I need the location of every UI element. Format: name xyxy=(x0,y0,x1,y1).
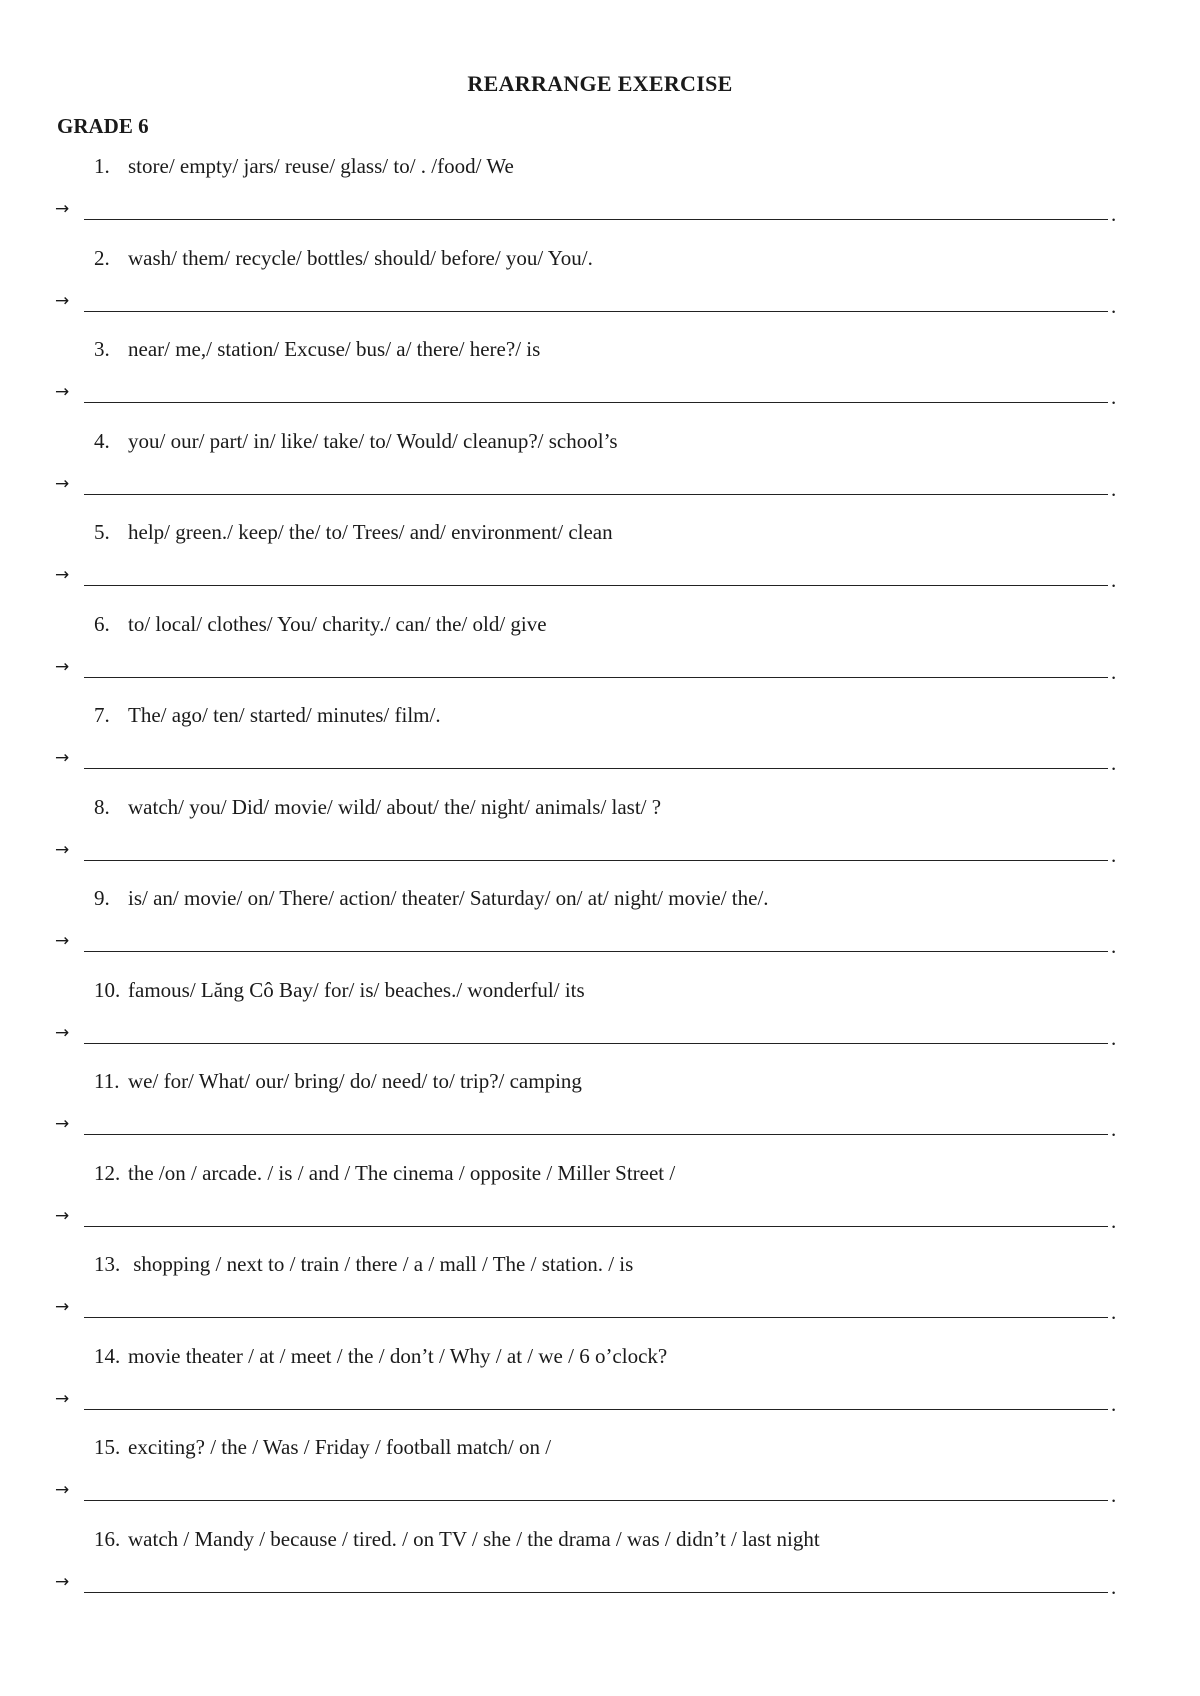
exercise-number: 15. xyxy=(94,1435,121,1459)
exercise-words: to/ local/ clothes/ You/ charity./ can/ the/ old/ give xyxy=(128,611,547,636)
exercise-item xyxy=(0,1344,1200,1436)
arrow-icon: → xyxy=(55,1022,70,1043)
exercise-list xyxy=(0,154,1200,1618)
arrow-icon: → xyxy=(55,473,70,494)
answer-period: . xyxy=(1111,842,1117,867)
answer-period: . xyxy=(1111,293,1117,318)
answer-line[interactable] xyxy=(84,311,1108,312)
answer-row xyxy=(55,656,1117,684)
exercise-words: you/ our/ part/ in/ like/ take/ to/ Would/ cleanup?/ school’s xyxy=(128,428,618,453)
answer-period: . xyxy=(1111,1483,1117,1507)
exercise-item xyxy=(0,337,1200,429)
exercise-prompt xyxy=(94,795,661,820)
exercise-item xyxy=(0,612,1200,704)
answer-row xyxy=(55,748,1117,775)
answer-line[interactable] xyxy=(84,677,1108,678)
exercise-number: 10. xyxy=(94,977,121,1002)
answer-period: . xyxy=(1111,1574,1117,1599)
answer-row xyxy=(55,473,1117,501)
arrow-icon: → xyxy=(55,1114,70,1134)
exercise-number: 3. xyxy=(94,337,110,361)
answer-row xyxy=(55,1388,1117,1416)
exercise-prompt xyxy=(94,1435,551,1460)
exercise-prompt xyxy=(94,886,769,911)
answer-period: . xyxy=(1111,1208,1117,1233)
arrow-icon: → xyxy=(55,290,70,311)
answer-line[interactable] xyxy=(84,1409,1108,1410)
exercise-item xyxy=(0,1161,1200,1253)
answer-row xyxy=(55,1114,1117,1141)
exercise-item xyxy=(0,978,1200,1070)
answer-period: . xyxy=(1111,476,1117,501)
exercise-words: movie theater / at / meet / the / don’t / Why / at / we / 6 o’clock? xyxy=(128,1343,668,1368)
exercise-prompt xyxy=(94,154,514,179)
exercise-words: help/ green./ keep/ the/ to/ Trees/ and/ environment/ clean xyxy=(128,520,613,544)
exercise-number: 16. xyxy=(94,1526,121,1551)
exercise-number: 8. xyxy=(94,794,110,819)
exercise-item xyxy=(0,1527,1200,1619)
exercise-prompt xyxy=(94,429,618,454)
arrow-icon: → xyxy=(55,1297,70,1317)
exercise-words: wash/ them/ recycle/ bottles/ should/ before/ you/ You/. xyxy=(128,245,593,270)
arrow-icon: → xyxy=(55,839,70,860)
answer-line[interactable] xyxy=(84,1592,1108,1593)
exercise-prompt xyxy=(94,1161,675,1186)
arrow-icon: → xyxy=(55,565,70,585)
exercise-number: 2. xyxy=(94,245,110,270)
exercise-words: watch/ you/ Did/ movie/ wild/ about/ the/ night/ animals/ last/ ? xyxy=(128,794,662,819)
exercise-prompt xyxy=(94,1344,667,1369)
exercise-words: is/ an/ movie/ on/ There/ action/ theater/ Saturday/ on/ at/ night/ movie/ the/. xyxy=(128,886,769,910)
answer-row xyxy=(55,1297,1117,1324)
answer-period: . xyxy=(1111,1391,1117,1416)
answer-line[interactable] xyxy=(84,951,1108,952)
answer-row xyxy=(55,1022,1117,1050)
exercise-words: shopping / next to / train / there / a / mall / The / station. / is xyxy=(128,1252,634,1276)
exercise-item xyxy=(0,1252,1200,1344)
answer-line[interactable] xyxy=(84,1134,1108,1135)
answer-line[interactable] xyxy=(84,219,1108,220)
exercise-item xyxy=(0,520,1200,612)
answer-row xyxy=(55,1480,1117,1507)
answer-line[interactable] xyxy=(84,494,1108,495)
answer-period: . xyxy=(1111,1025,1117,1050)
arrow-icon: → xyxy=(55,1388,70,1409)
exercise-words: watch / Mandy / because / tired. / on TV / she / the drama / was / didn’t / last night xyxy=(128,1526,820,1551)
arrow-icon: → xyxy=(55,1571,70,1592)
arrow-icon: → xyxy=(55,1205,70,1226)
answer-row xyxy=(55,931,1117,958)
exercise-number: 6. xyxy=(94,611,110,636)
exercise-words: exciting? / the / Was / Friday / football match/ on / xyxy=(128,1435,552,1459)
answer-period: . xyxy=(1111,659,1117,684)
exercise-prompt xyxy=(94,612,547,637)
exercise-number: 12. xyxy=(94,1160,121,1185)
answer-period: . xyxy=(1111,385,1117,409)
answer-row xyxy=(55,382,1117,409)
answer-row xyxy=(55,839,1117,867)
arrow-icon: → xyxy=(55,382,70,402)
exercise-words: The/ ago/ ten/ started/ minutes/ film/. xyxy=(128,703,441,727)
answer-line[interactable] xyxy=(84,860,1108,861)
answer-row xyxy=(55,1571,1117,1599)
exercise-item xyxy=(0,429,1200,521)
exercise-number: 4. xyxy=(94,428,110,453)
answer-line[interactable] xyxy=(84,1226,1108,1227)
exercise-number: 13. xyxy=(94,1252,121,1276)
answer-line[interactable] xyxy=(84,585,1108,586)
exercise-item xyxy=(0,1435,1200,1527)
exercise-words: we/ for/ What/ our/ bring/ do/ need/ to/ trip?/ camping xyxy=(128,1069,582,1093)
exercise-words: famous/ Lăng Cô Bay/ for/ is/ beaches./ wonderful/ its xyxy=(128,977,585,1002)
exercise-prompt xyxy=(94,246,593,271)
exercise-words: store/ empty/ jars/ reuse/ glass/ to/ . /food/ We xyxy=(128,154,514,178)
answer-line[interactable] xyxy=(84,1500,1108,1501)
exercise-number: 9. xyxy=(94,886,110,910)
arrow-icon: → xyxy=(55,656,70,677)
exercise-item xyxy=(0,703,1200,795)
answer-line[interactable] xyxy=(84,1317,1108,1318)
exercise-number: 5. xyxy=(94,520,110,544)
answer-row xyxy=(55,290,1117,318)
answer-period: . xyxy=(1111,1117,1117,1141)
arrow-icon: → xyxy=(55,748,70,768)
answer-period: . xyxy=(1111,202,1117,226)
arrow-icon: → xyxy=(55,199,70,219)
answer-line[interactable] xyxy=(84,1043,1108,1044)
arrow-icon: → xyxy=(55,931,70,951)
exercise-words: near/ me,/ station/ Excuse/ bus/ a/ there/ here?/ is xyxy=(128,337,541,361)
exercise-prompt xyxy=(94,703,441,728)
exercise-item xyxy=(0,246,1200,338)
exercise-prompt xyxy=(94,1069,582,1094)
answer-row xyxy=(55,199,1117,226)
exercise-item xyxy=(0,154,1200,246)
page-title: REARRANGE EXERCISE xyxy=(467,71,733,96)
arrow-icon: → xyxy=(55,1480,70,1500)
exercise-prompt xyxy=(94,1252,633,1277)
exercise-number: 14. xyxy=(94,1343,121,1368)
exercise-item xyxy=(0,795,1200,887)
answer-period: . xyxy=(1111,751,1117,775)
answer-line[interactable] xyxy=(84,402,1108,403)
exercise-prompt xyxy=(94,520,613,545)
grade-heading: GRADE 6 xyxy=(57,114,149,138)
exercise-words: the /on / arcade. / is / and / The cinema / opposite / Miller Street / xyxy=(128,1160,676,1185)
exercise-item xyxy=(0,886,1200,978)
answer-line[interactable] xyxy=(84,768,1108,769)
exercise-number: 7. xyxy=(94,703,110,727)
exercise-prompt xyxy=(94,1527,820,1552)
exercise-prompt xyxy=(94,978,585,1003)
exercise-prompt xyxy=(94,337,540,362)
exercise-item xyxy=(0,1069,1200,1161)
answer-period: . xyxy=(1111,1300,1117,1324)
answer-period: . xyxy=(1111,568,1117,592)
answer-row xyxy=(55,1205,1117,1233)
exercise-number: 1. xyxy=(94,154,110,178)
answer-row xyxy=(55,565,1117,592)
answer-period: . xyxy=(1111,934,1117,958)
exercise-number: 11. xyxy=(94,1069,120,1093)
